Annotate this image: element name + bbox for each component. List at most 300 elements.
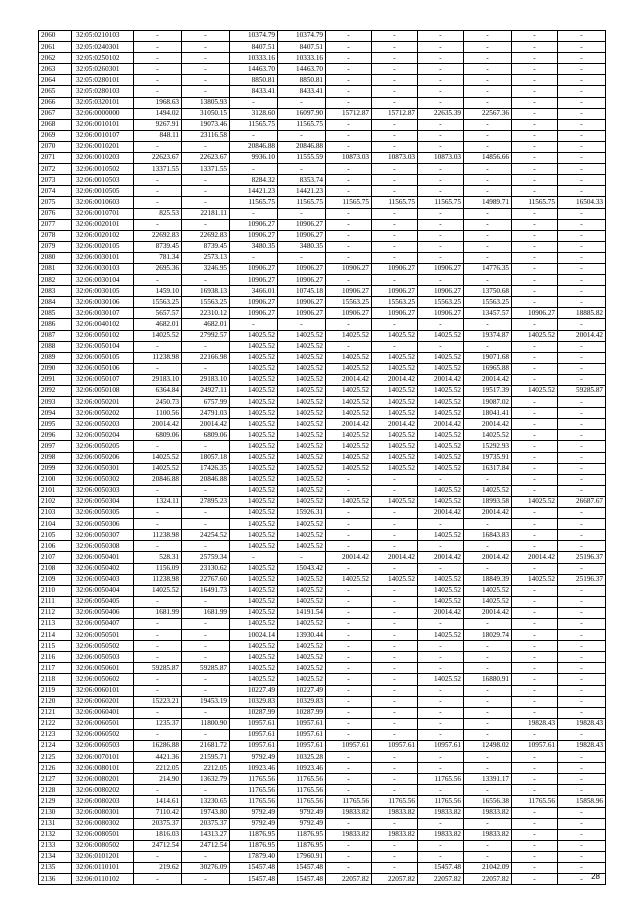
value-cell: - [558,241,606,252]
cadastral-code-cell: 32:05:0320101 [72,97,134,108]
value-cell: 20014.42 [512,552,558,563]
row-number-cell: 2073 [39,175,72,186]
value-cell: 14025.52 [230,363,278,374]
row-number-cell: 2136 [39,874,72,885]
row-number-cell: 2125 [39,752,72,763]
cadastral-code-cell: 32:06:0050403 [72,574,134,585]
cadastral-code-cell: 32:06:0080101 [72,763,134,774]
value-cell: - [512,319,558,330]
cadastral-code-cell: 32:06:0010701 [72,208,134,219]
value-cell: - [464,241,512,252]
cadastral-code-cell: 32:06:0110101 [72,863,134,874]
value-cell: 10957.61 [230,729,278,740]
table-row [39,707,606,718]
value-cell: - [464,164,512,175]
value-cell: 10923.46 [278,763,326,774]
value-cell: - [558,208,606,219]
value-cell: - [512,419,558,430]
table-row [39,729,606,740]
table-row [39,374,606,385]
value-cell: - [512,585,558,596]
row-number-cell: 2123 [39,729,72,740]
value-cell: 18849.39 [464,574,512,585]
value-cell: - [182,630,230,641]
value-cell: - [134,363,182,374]
value-cell: 2695.36 [134,263,182,274]
value-cell: 15292.93 [464,441,512,452]
row-number-cell: 2084 [39,297,72,308]
value-cell: - [558,774,606,785]
value-cell: 10325.28 [278,752,326,763]
value-cell: - [134,618,182,629]
value-cell: 11565.75 [418,197,464,208]
value-cell: - [512,153,558,164]
table-row [39,596,606,607]
value-cell: - [230,252,278,263]
value-cell: 14463.70 [230,64,278,75]
table-row [39,286,606,297]
value-cell: 14025.52 [278,496,326,507]
value-cell: 11876.95 [230,829,278,840]
value-cell: 219.62 [134,863,182,874]
value-cell: - [512,430,558,441]
value-cell: - [464,663,512,674]
value-cell: 20014.42 [326,374,372,385]
value-cell: - [372,31,418,42]
value-cell: 14025.52 [230,585,278,596]
value-cell: 19833.82 [464,807,512,818]
row-number-cell: 2126 [39,763,72,774]
value-cell: 10906.27 [278,263,326,274]
value-cell: 14025.52 [372,408,418,419]
value-cell: - [182,674,230,685]
table-row [39,463,606,474]
row-number-cell: 2068 [39,119,72,130]
row-number-cell: 2104 [39,519,72,530]
value-cell: 14025.52 [464,430,512,441]
row-number-cell: 2066 [39,97,72,108]
value-cell: 14025.52 [278,596,326,607]
value-cell: 19833.82 [372,829,418,840]
value-cell: - [134,707,182,718]
value-cell: - [326,141,372,152]
value-cell: - [230,164,278,175]
value-cell: 14025.52 [372,397,418,408]
cadastral-code-cell: 32:06:0040102 [72,319,134,330]
value-cell: - [278,164,326,175]
value-cell: 8407.51 [230,42,278,53]
value-cell: - [326,53,372,64]
value-cell: 24712.54 [134,840,182,851]
value-cell: - [418,519,464,530]
value-cell: 10906.27 [230,230,278,241]
cadastral-code-cell: 32:06:0070101 [72,752,134,763]
value-cell: 14025.52 [278,352,326,363]
value-cell: - [134,141,182,152]
value-cell: 825.53 [134,208,182,219]
value-cell: 20014.42 [418,508,464,519]
value-cell: - [464,97,512,108]
value-cell: 14313.27 [182,829,230,840]
cadastral-code-cell: 32:06:0050407 [72,618,134,629]
value-cell: - [512,341,558,352]
value-cell: 14025.52 [372,330,418,341]
value-cell: 3246.95 [182,263,230,274]
value-cell: 14025.52 [372,496,418,507]
value-cell: 10906.27 [278,308,326,319]
value-cell: 22692.83 [182,230,230,241]
value-cell: 27992.57 [182,330,230,341]
value-cell: 11876.95 [278,840,326,851]
value-cell: - [372,729,418,740]
value-cell: - [134,874,182,885]
value-cell: 14025.52 [326,363,372,374]
value-cell: 14025.52 [372,430,418,441]
row-number-cell: 2090 [39,363,72,374]
value-cell: - [558,541,606,552]
value-cell: 16938.13 [182,286,230,297]
value-cell: - [230,552,278,563]
value-cell: 10957.61 [278,729,326,740]
cadastral-code-cell: 32:06:0080502 [72,840,134,851]
value-cell: 14025.52 [230,607,278,618]
value-cell: 14025.52 [230,463,278,474]
value-cell: - [464,652,512,663]
value-cell: 1100.56 [134,408,182,419]
value-cell: 18041.41 [464,408,512,419]
value-cell: - [558,674,606,685]
value-cell: 14025.52 [278,585,326,596]
value-cell: - [558,508,606,519]
value-cell: - [372,186,418,197]
value-cell: 13805.93 [182,97,230,108]
value-cell: 10906.27 [278,297,326,308]
value-cell: - [278,130,326,141]
value-cell: - [372,541,418,552]
value-cell: 14025.52 [372,352,418,363]
value-cell: 22166.98 [182,352,230,363]
value-cell: - [512,818,558,829]
value-cell: - [512,108,558,119]
value-cell: 20014.42 [464,552,512,563]
value-cell: - [230,130,278,141]
value-cell: - [464,75,512,86]
value-cell: - [464,840,512,851]
value-cell: 14025.52 [326,397,372,408]
value-cell: 11565.75 [278,197,326,208]
value-cell: - [464,119,512,130]
value-cell: 11876.95 [278,829,326,840]
value-cell: - [464,86,512,97]
value-cell: 13930.44 [278,630,326,641]
value-cell: 10906.27 [372,263,418,274]
value-cell: - [326,752,372,763]
value-cell: 11800.90 [182,718,230,729]
value-cell: - [326,851,372,862]
value-cell: 15858.96 [558,796,606,807]
table-row [39,175,606,186]
value-cell: 24927.11 [182,386,230,397]
value-cell: 15043.42 [278,563,326,574]
value-cell: - [558,663,606,674]
cadastral-code-cell: 32:06:0050404 [72,585,134,596]
value-cell: - [326,863,372,874]
cadastral-values-table [38,30,606,885]
value-cell: 15563.25 [326,297,372,308]
value-cell: - [326,774,372,785]
value-cell: - [134,674,182,685]
value-cell: - [372,341,418,352]
value-cell: 214.90 [134,774,182,785]
value-cell: - [558,707,606,718]
value-cell: - [134,851,182,862]
value-cell: 10906.27 [418,263,464,274]
value-cell: 14025.52 [326,386,372,397]
table-row [39,397,606,408]
value-cell: 11765.56 [418,774,464,785]
value-cell: - [418,319,464,330]
value-cell: - [372,563,418,574]
value-cell: 20014.42 [182,419,230,430]
value-cell: 12498.02 [464,741,512,752]
value-cell: 29183.10 [134,374,182,385]
value-cell: 10957.61 [278,718,326,729]
value-cell: 20014.42 [326,419,372,430]
table-row [39,86,606,97]
value-cell: 14025.52 [418,408,464,419]
value-cell: 10906.27 [372,308,418,319]
value-cell: - [326,519,372,530]
value-cell: - [512,230,558,241]
value-cell: - [418,97,464,108]
value-cell: 19828.43 [558,718,606,729]
value-cell: 10906.27 [230,275,278,286]
row-number-cell: 2118 [39,674,72,685]
value-cell: 22181.11 [182,208,230,219]
cadastral-code-cell: 32:06:0050305 [72,508,134,519]
value-cell: - [558,785,606,796]
value-cell: 10906.27 [278,230,326,241]
cadastral-code-cell: 32:06:0080501 [72,829,134,840]
value-cell: 3480.35 [230,241,278,252]
row-number-cell: 2091 [39,374,72,385]
value-cell: - [558,596,606,607]
value-cell: - [512,829,558,840]
value-cell: 10906.27 [278,275,326,286]
value-cell: 14025.52 [230,508,278,519]
row-number-cell: 2089 [39,352,72,363]
value-cell: - [372,585,418,596]
value-cell: - [558,230,606,241]
value-cell: - [372,175,418,186]
value-cell: 14025.52 [134,585,182,596]
value-cell: - [464,707,512,718]
value-cell: 14025.52 [418,441,464,452]
value-cell: 14025.52 [372,441,418,452]
value-cell: - [512,685,558,696]
table-row [39,53,606,64]
value-cell: - [558,175,606,186]
value-cell: 11765.56 [278,796,326,807]
value-cell: - [134,64,182,75]
table-row [39,474,606,485]
value-cell: - [558,829,606,840]
value-cell: - [372,652,418,663]
value-cell: 20375.37 [182,818,230,829]
value-cell: - [326,618,372,629]
value-cell: - [558,863,606,874]
cadastral-code-cell: 32:06:0060501 [72,718,134,729]
value-cell: 14025.52 [464,585,512,596]
value-cell: - [418,86,464,97]
value-cell: 10374.79 [230,31,278,42]
row-number-cell: 2070 [39,141,72,152]
value-cell: 14025.52 [278,541,326,552]
value-cell: - [512,252,558,263]
value-cell: 11765.56 [512,796,558,807]
value-cell: 20846.88 [182,474,230,485]
value-cell: - [418,707,464,718]
value-cell: - [372,818,418,829]
value-cell: - [418,618,464,629]
value-cell: - [512,275,558,286]
row-number-cell: 2078 [39,230,72,241]
value-cell: 14025.52 [278,386,326,397]
value-cell: 14025.52 [230,330,278,341]
value-cell: - [326,230,372,241]
value-cell: - [182,53,230,64]
value-cell: 14025.52 [230,574,278,585]
row-number-cell: 2071 [39,153,72,164]
table-row [39,319,606,330]
value-cell: - [134,275,182,286]
value-cell: - [372,763,418,774]
value-cell: - [418,164,464,175]
value-cell: - [558,164,606,175]
row-number-cell: 2105 [39,530,72,541]
value-cell: - [372,164,418,175]
value-cell: - [372,319,418,330]
value-cell: 14025.52 [230,386,278,397]
table-row [39,219,606,230]
value-cell: 14025.52 [326,441,372,452]
value-cell: 14025.52 [278,474,326,485]
value-cell: - [418,652,464,663]
cadastral-code-cell: 32:05:0280103 [72,86,134,97]
value-cell: 11765.56 [230,796,278,807]
table-row [39,752,606,763]
value-cell: - [326,241,372,252]
value-cell: - [512,840,558,851]
value-cell: - [512,729,558,740]
row-number-cell: 2072 [39,164,72,175]
value-cell: - [418,141,464,152]
table-row [39,840,606,851]
value-cell: 14025.52 [134,463,182,474]
value-cell: 6364.84 [134,386,182,397]
value-cell: 14025.52 [418,386,464,397]
value-cell: - [512,707,558,718]
value-cell: 1494.02 [134,108,182,119]
value-cell: - [558,618,606,629]
value-cell: 10906.27 [372,286,418,297]
value-cell: - [182,441,230,452]
row-number-cell: 2074 [39,186,72,197]
value-cell: - [230,208,278,219]
value-cell: - [372,64,418,75]
value-cell: - [372,618,418,629]
value-cell: - [558,108,606,119]
value-cell: - [558,319,606,330]
value-cell: - [326,252,372,263]
table-row [39,341,606,352]
value-cell: 14025.52 [230,485,278,496]
value-cell: - [326,763,372,774]
value-cell: 14025.52 [326,430,372,441]
value-cell: - [464,641,512,652]
table-row [39,452,606,463]
value-cell: - [418,252,464,263]
value-cell: - [182,485,230,496]
cadastral-code-cell: 32:06:0030106 [72,297,134,308]
value-cell: 10873.03 [372,153,418,164]
value-cell: - [512,408,558,419]
value-cell: - [464,618,512,629]
value-cell: - [512,53,558,64]
cadastral-code-cell: 32:06:0050405 [72,596,134,607]
value-cell: - [230,319,278,330]
value-cell: - [372,252,418,263]
value-cell: - [464,141,512,152]
value-cell: - [464,718,512,729]
value-cell: 1459.10 [134,286,182,297]
row-number-cell: 2101 [39,485,72,496]
value-cell: 10227.49 [278,685,326,696]
value-cell: - [512,607,558,618]
value-cell: - [372,474,418,485]
value-cell: 11765.56 [278,785,326,796]
value-cell: 10957.61 [230,741,278,752]
table-row [39,263,606,274]
value-cell: - [512,86,558,97]
value-cell: - [278,319,326,330]
value-cell: 14025.52 [278,441,326,452]
value-cell: 14025.52 [278,452,326,463]
value-cell: - [182,341,230,352]
value-cell: 9792.49 [230,807,278,818]
value-cell: 19073.46 [182,119,230,130]
value-cell: 20014.42 [558,330,606,341]
value-cell: - [134,685,182,696]
cadastral-code-cell: 32:06:0080301 [72,807,134,818]
value-cell: 6757.99 [182,397,230,408]
value-cell: 781.34 [134,252,182,263]
value-cell: 14025.52 [278,408,326,419]
value-cell: 16843.83 [464,530,512,541]
value-cell: - [372,851,418,862]
value-cell: - [418,241,464,252]
value-cell: 9792.49 [278,818,326,829]
value-cell: 14025.52 [418,352,464,363]
value-cell: 20014.42 [464,374,512,385]
cadastral-code-cell: 32:06:0050102 [72,330,134,341]
value-cell: 29183.10 [182,374,230,385]
value-cell: - [182,275,230,286]
value-cell: 2212.05 [182,763,230,774]
value-cell: - [326,607,372,618]
value-cell: 9792.49 [230,752,278,763]
value-cell: - [182,652,230,663]
